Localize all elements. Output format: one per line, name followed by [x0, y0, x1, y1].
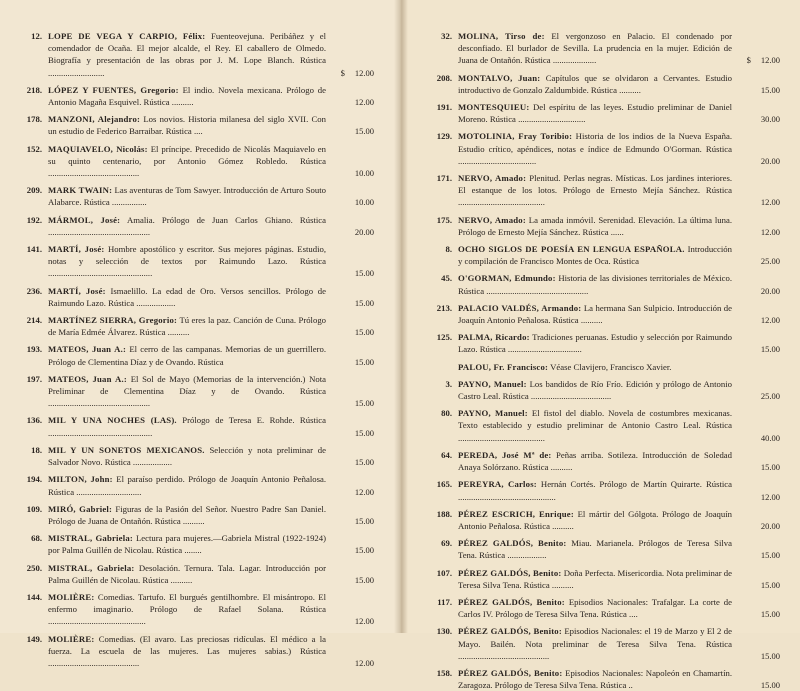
- entry-price: [732, 285, 780, 297]
- entry-author: MARK TWAIN:: [48, 185, 113, 196]
- entry-author: PÉREZ ESCRICH, Enrique:: [458, 508, 574, 519]
- entry-description: Desolación. Ternura. Tala. Lagar. Introducción por Palma Guillén de Nicolau. Rústica ..........: [48, 562, 326, 585]
- entry-number: 141.: [26, 244, 42, 255]
- entry-number: 117.: [437, 596, 452, 607]
- entry-number: 8.: [445, 244, 452, 255]
- entry-body: [48, 184, 326, 208]
- entry-number: 149.: [26, 633, 42, 644]
- entry-body: [48, 591, 326, 628]
- entry-author: MANZONI, Alejandro:: [48, 114, 141, 125]
- entry-description: El paraíso perdido. Prólogo de Joaquín Antonio Peñalosa. Rústica ..............................: [48, 474, 327, 497]
- price-value: 15.00: [760, 579, 780, 590]
- catalog-entry: [416, 130, 780, 167]
- entry-description: Tradiciones peruanas. Estudio y selección por Raimundo Lazo. Rústica ..................................: [458, 332, 733, 355]
- entry-number: 213.: [436, 302, 452, 313]
- entry-price: [326, 67, 374, 79]
- entry-number: 152.: [26, 143, 42, 154]
- entry-body: [458, 302, 732, 326]
- entry-price: [732, 679, 780, 691]
- entry-body: [458, 243, 732, 267]
- entry-body: [458, 172, 732, 209]
- catalog-entry: [6, 285, 374, 309]
- entry-price: [732, 155, 780, 167]
- entry-number: 191.: [436, 102, 452, 113]
- price-value: 20.00: [760, 520, 780, 531]
- entry-price: [732, 579, 780, 591]
- entry-body: [458, 214, 732, 238]
- entry-price: [326, 326, 374, 338]
- entry-description: El mártir del Gólgota. Prólogo de Joaquín Antonio Peñalosa. Rústica ..........: [458, 508, 732, 531]
- price-value: 10.00: [354, 168, 374, 179]
- entry-description: El indio. Novela mexicana. Prólogo de Antonio Magaña Esquivel. Rústica ..........: [48, 84, 327, 108]
- catalog-entry: [6, 243, 374, 280]
- entry-description: Historia de los indios de la Nueva España. Estudio crítico, apéndices, notas e índice de Edmundo O'Gorman. Rústica ....................................: [458, 131, 733, 166]
- price-value: 12.00: [354, 486, 374, 497]
- entry-description: El Sol de Mayo (Memorias de la intervención.) Nota Preliminar de Clementina Díaz y de Ovando. Rústica ...............................................: [48, 373, 326, 409]
- catalog-entry: [6, 633, 374, 670]
- entry-body: [458, 407, 732, 444]
- price-value: 25.00: [760, 391, 780, 402]
- price-value: 12.00: [760, 226, 780, 237]
- entry-number: 158.: [436, 667, 452, 678]
- catalog-entry: [416, 407, 780, 444]
- catalog-entry: [6, 503, 374, 527]
- entry-price: [326, 167, 374, 179]
- price-value: 20.00: [760, 155, 780, 166]
- entry-price: [326, 196, 374, 208]
- entry-body: [458, 378, 732, 402]
- entry-number: 64.: [441, 449, 452, 460]
- catalog-entry: [416, 302, 780, 326]
- entry-price: [732, 84, 780, 96]
- entry-author: PÉREZ GALDÓS, Benito:: [458, 538, 567, 549]
- entry-author: MOLIÈRE:: [48, 591, 95, 602]
- entry-price: [732, 461, 780, 473]
- entry-number: 250.: [26, 562, 42, 573]
- entry-body: [48, 503, 326, 527]
- entry-price: [732, 432, 780, 444]
- entry-body: [48, 633, 326, 670]
- catalog-entry: [416, 625, 780, 662]
- entry-price: [732, 255, 780, 267]
- entry-description: Hombre apostólico y escritor. Sus mejores páginas. Estudio, notas y selección de textos por Raimundo Lazo. Rústica ................................................: [48, 244, 327, 279]
- entry-description: Episodios Nacionales: Napoleón en Chamartín. Zaragoza. Prólogo de Teresa Silva Tena. Rústica ..: [458, 667, 732, 691]
- catalog-entry: [416, 537, 780, 561]
- price-value: 12.00: [760, 491, 780, 502]
- entry-author: OCHO SIGLOS DE POESÍA EN LENGUA ESPAÑOLA.: [458, 244, 685, 255]
- entry-author: LÓPEZ Y FUENTES, Gregorio:: [48, 84, 179, 95]
- entry-body: [48, 343, 326, 367]
- price-value: 15.00: [354, 515, 374, 526]
- entry-description: La hermana San Sulpicio. Introducción de Joaquín Antonio Peñalosa. Rústica ..........: [458, 302, 732, 326]
- entry-author: PÉREZ GALDÓS, Benito:: [458, 626, 562, 637]
- catalog-entry: [6, 184, 374, 208]
- entry-description: Hernán Cortés. Prólogo de Martín Quirarte. Rústica .............................................: [458, 479, 733, 502]
- entry-author: PÉREZ GALDÓS, Benito:: [458, 567, 562, 578]
- catalog-entry: [416, 508, 780, 532]
- entry-body: [458, 449, 732, 473]
- entry-author: PAYNO, Manuel:: [458, 378, 527, 389]
- entry-price: [326, 297, 374, 309]
- entry-number: 45.: [441, 273, 452, 284]
- entry-number: 171.: [436, 173, 452, 184]
- entry-author: MONTALVO, Juan:: [458, 72, 541, 83]
- entry-price: [326, 486, 374, 498]
- entry-description: Tú eres la paz. Canción de Cuna. Prólogo de María Edmée Álvarez. Rústica ..........: [48, 315, 327, 338]
- entry-author: NERVO, Amado:: [458, 173, 527, 184]
- entry-author: MISTRAL, Gabriela:: [48, 533, 133, 544]
- entry-author: MILTON, John:: [48, 474, 113, 485]
- catalog-entry: [416, 567, 780, 591]
- entry-price: [326, 515, 374, 527]
- catalog-entry: [6, 532, 374, 556]
- entry-description: Ismaelillo. La edad de Oro. Versos sencillos. Prólogo de Raimundo Lazo. Rústica ..................: [48, 285, 326, 308]
- entry-number: 69.: [441, 538, 452, 549]
- entry-author: PALOU, Fr. Francisco:: [458, 361, 549, 372]
- entry-number: 175.: [436, 214, 452, 225]
- catalog-entry: [416, 361, 780, 373]
- entry-price: [326, 657, 374, 669]
- entry-number: 12.: [31, 31, 42, 41]
- entry-number: 125.: [436, 332, 452, 343]
- price-value: 12.00: [354, 97, 374, 108]
- entry-number: 129.: [436, 131, 452, 142]
- entry-description: Comedias. Tartufo. El burgués gentilhombre. El misántropo. El enfermo imaginario. Prólogo de Rafael Solana. Rústica .............................................: [48, 591, 326, 627]
- price-value: 15.00: [760, 344, 780, 355]
- entry-author: MIL Y UN SONETOS MEXICANOS.: [48, 444, 205, 455]
- entry-body: [48, 143, 326, 180]
- entry-price: [326, 397, 374, 409]
- entry-number: 192.: [26, 214, 42, 225]
- price-value: 12.00: [760, 197, 780, 208]
- entry-author: PEREDA, José Mª de:: [458, 449, 552, 460]
- entry-price: [326, 615, 374, 627]
- entry-author: MAQUIAVELO, Nicolás:: [48, 143, 148, 154]
- price-value: 40.00: [760, 432, 780, 443]
- entry-description: Plenitud. Perlas negras. Místicas. Los jardines interiores. El estanque de los lotos. Prólogo de Ernesto Mejía Sánchez. Rústica ........................................: [458, 173, 733, 208]
- price-value: 25.00: [760, 256, 780, 267]
- price-value: 12.00: [760, 315, 780, 326]
- entry-author: PAYNO, Manuel:: [458, 408, 528, 419]
- entry-price: [732, 491, 780, 503]
- entry-body: [458, 478, 732, 502]
- entry-number: 136.: [26, 415, 42, 426]
- entry-price: [732, 314, 780, 326]
- left-page: [0, 0, 400, 668]
- entry-body: [458, 272, 732, 296]
- entry-number: 165.: [436, 479, 452, 490]
- entry-author: MIL Y UNA NOCHES (LAS).: [48, 415, 177, 426]
- entry-description: Las aventuras de Tom Sawyer. Introducción de Arturo Souto Alabarce. Rústica ................: [48, 185, 327, 208]
- entry-author: O'GORMAN, Edmundo:: [458, 273, 556, 284]
- entry-author: MOLINA, Tirso de:: [458, 31, 545, 41]
- price-value: 15.00: [760, 680, 780, 691]
- entry-price: [732, 113, 780, 125]
- catalog-entry: [416, 72, 780, 96]
- entry-number: 194.: [26, 474, 42, 485]
- entry-description: Prólogo de Teresa E. Rohde. Rústica ................................................: [48, 415, 326, 438]
- catalog-entry: [6, 414, 374, 438]
- entry-author: MÁRMOL, José:: [48, 214, 121, 225]
- entry-price: [732, 226, 780, 238]
- entry-author: PALMA, Ricardo:: [458, 332, 530, 343]
- entry-body: [48, 444, 326, 468]
- price-value: 15.00: [354, 268, 374, 279]
- entry-body: [458, 30, 732, 67]
- price-value: 15.00: [354, 356, 374, 367]
- entry-price: [326, 226, 374, 238]
- catalog-entry: [416, 449, 780, 473]
- entry-price: [732, 650, 780, 662]
- entry-description: La amada inmóvil. Serenidad. Elevación. La última luna. Prólogo de Ernesto Mejía Sánchez. Rústica ......: [458, 214, 733, 237]
- entry-author: MISTRAL, Gabriela:: [48, 562, 135, 573]
- catalog-entry: [6, 373, 374, 410]
- entry-body: [458, 101, 732, 125]
- entry-description: Comedias. (El avaro. Las preciosas ridículas. El médico a la fuerza. La escuela de las mujeres. Las mujeres sabias.) Rústica ..........................................: [48, 633, 326, 668]
- price-value: 15.00: [760, 462, 780, 473]
- entry-body: [458, 130, 732, 167]
- entry-description: Fuenteovejuna. Peribáñez y el comendador de Ocaña. El mejor alcalde, el Rey. El caballero de Olmedo. Biografía y presentación de las obras por J. M. Lope Blanch. Rústica ..........................: [48, 31, 327, 78]
- entry-body: [458, 331, 732, 355]
- entry-author: PÉREZ GALDÓS, Benito:: [458, 667, 563, 678]
- entry-body: [48, 414, 326, 438]
- entry-number: 236.: [26, 285, 42, 296]
- entry-author: PÉREZ GALDÓS, Benito:: [458, 596, 565, 607]
- entry-description: El príncipe. Precedido de Nicolás Maquiavelo en su quinto centenario, por Antonio Gómez Robledo. Rústica ..........................................: [48, 143, 327, 179]
- entry-number: 197.: [26, 373, 42, 384]
- entry-body: [48, 562, 326, 586]
- entry-description: Capítulos que se olvidaron a Cervantes. Estudio introductivo de Gonzalo Zaldumbide. Rústica ..........: [458, 72, 732, 95]
- entry-price: [732, 520, 780, 532]
- entry-price: [732, 549, 780, 561]
- entry-price: [732, 54, 780, 66]
- catalog-entry: [6, 113, 374, 137]
- price-value: 15.00: [354, 297, 374, 308]
- catalog-entry: [416, 101, 780, 125]
- entry-author: NERVO, Amado:: [458, 214, 526, 225]
- entry-price: [326, 96, 374, 108]
- entry-description: El fistol del diablo. Novela de costumbres mexicanas. Texto establecido y estudio preliminar de Antonio Castro Leal. Rústica ........................................: [458, 408, 732, 443]
- entry-number: 218.: [26, 84, 42, 95]
- entry-description: Lectura para mujeres.—Gabriela Mistral (1922-1924) por Palma Guillén de Nicolau. Rústica ........: [48, 533, 327, 556]
- price-value: 12.00: [354, 616, 374, 627]
- price-value: 15.00: [760, 84, 780, 95]
- catalog-entry: [6, 444, 374, 468]
- price-value: 12.00: [760, 55, 780, 66]
- price-value: 15.00: [354, 327, 374, 338]
- catalog-entry: [6, 314, 374, 338]
- price-value: 20.00: [760, 285, 780, 296]
- page-fold: [394, 0, 408, 633]
- currency-symbol: $: [746, 55, 751, 66]
- entry-price: [326, 544, 374, 556]
- entry-price: [732, 608, 780, 620]
- entry-body: [458, 72, 732, 96]
- entry-author: MIRÓ, Gabriel:: [48, 503, 113, 514]
- entry-price: [732, 196, 780, 208]
- entry-author: MATEOS, Juan A.:: [48, 373, 127, 384]
- entry-price: [732, 343, 780, 355]
- price-value: 12.00: [354, 67, 374, 78]
- entry-body: [458, 596, 732, 620]
- entry-body: [48, 373, 326, 410]
- entry-number: 214.: [26, 315, 42, 326]
- entry-author: PALACIO VALDÉS, Armando:: [458, 302, 582, 313]
- entry-number: 68.: [31, 533, 42, 544]
- price-value: 15.00: [354, 574, 374, 585]
- entry-description: El cerro de las campanas. Memorias de un guerrillero. Prólogo de Clementina Díaz y de Ovando. Rústica: [48, 344, 327, 367]
- entry-number: 32.: [441, 31, 452, 41]
- entry-body: [48, 30, 326, 79]
- entry-body: [48, 285, 326, 309]
- entry-description: Miau. Marianela. Prólogos de Teresa Silva Tena. Rústica ..................: [458, 538, 732, 561]
- catalog-entry: [416, 243, 780, 267]
- catalog-entry: [6, 343, 374, 367]
- entry-author: MONTESQUIEU:: [458, 102, 530, 113]
- entry-description: Episodios Nacionales: Trafalgar. La corte de Carlos IV. Prólogo de Teresa Silva Tena. Rústica ....: [458, 596, 733, 620]
- entry-body: [458, 537, 732, 561]
- entry-number: 209.: [26, 185, 42, 196]
- right-page: [400, 0, 800, 691]
- catalog-entry: [6, 84, 374, 108]
- price-value: 20.00: [354, 226, 374, 237]
- catalog-entry: [416, 378, 780, 402]
- entry-price: [732, 390, 780, 402]
- entry-body: [48, 214, 326, 238]
- price-value: 12.00: [354, 657, 374, 668]
- price-value: 15.00: [760, 650, 780, 661]
- catalog-entry: [416, 272, 780, 296]
- entry-description: Véase Clavijero, Francisco Xavier.: [550, 361, 672, 372]
- entry-number: 130.: [436, 626, 452, 637]
- price-value: 15.00: [354, 427, 374, 438]
- catalog-entry: [416, 667, 780, 691]
- price-value: 30.00: [760, 114, 780, 125]
- entry-price: [326, 125, 374, 137]
- entry-body: [458, 567, 732, 591]
- entry-number: 193.: [26, 344, 42, 355]
- entry-description: Historia de las divisiones territoriales de México. Rústica ...............................................: [458, 273, 733, 296]
- currency-symbol: $: [340, 67, 345, 78]
- entry-author: MARTÍ, José:: [48, 285, 106, 296]
- entry-description: Selección y nota preliminar de Salvador Novo. Rústica ..................: [48, 444, 326, 468]
- entry-number: 18.: [31, 444, 42, 455]
- price-value: 15.00: [354, 457, 374, 468]
- entry-author: MARTÍNEZ SIERRA, Gregorio:: [48, 315, 178, 326]
- entry-description: Los novios. Historia milanesa del siglo XVII. Con un estudio de Federico Barraibar. Rústica ....: [48, 114, 326, 137]
- catalog-entry: [416, 331, 780, 355]
- entry-body: [458, 508, 732, 532]
- entry-number: 80.: [441, 408, 452, 419]
- entry-description: Del espíritu de las leyes. Estudio preliminar de Daniel Moreno. Rústica ...............................: [458, 102, 733, 125]
- price-value: 15.00: [354, 398, 374, 409]
- entry-number: 144.: [26, 591, 42, 602]
- catalog-entry: [416, 214, 780, 238]
- price-value: 10.00: [354, 197, 374, 208]
- entry-body: [458, 667, 732, 691]
- entry-author: LOPE DE VEGA Y CARPIO, Félix:: [48, 31, 206, 41]
- catalog-entry: [416, 30, 780, 67]
- entry-number: 109.: [26, 503, 42, 514]
- entry-number: 178.: [26, 114, 42, 125]
- entry-description: Introducción y compilación de Francisco Montes de Oca. Rústica: [458, 244, 732, 267]
- entry-number: 3.: [445, 378, 452, 389]
- entry-price: [326, 267, 374, 279]
- price-value: 15.00: [760, 550, 780, 561]
- entry-description: Episodios Nacionales: el 19 de Marzo y El 2 de Mayo. Bailén. Nota preliminar de Teresa Silva Tena. Rústica ..........................................: [458, 626, 732, 661]
- entry-body: [48, 113, 326, 137]
- entry-number: 188.: [436, 508, 452, 519]
- entry-description: Amalia. Prólogo de Juan Carlos Ghiano. Rústica ...............................................: [48, 214, 326, 237]
- entry-description: Figuras de la Pasión del Señor. Nuestro Padre San Daniel. Prólogo de Juana de Ontañón. Rústica ..........: [48, 503, 327, 526]
- entry-price: [326, 456, 374, 468]
- price-value: 15.00: [354, 126, 374, 137]
- entry-body: [458, 625, 732, 662]
- entry-author: PEREYRA, Carlos:: [458, 479, 537, 490]
- catalog-entry: [6, 473, 374, 497]
- catalog-entry: [6, 30, 374, 79]
- price-value: 15.00: [354, 545, 374, 556]
- entry-number: 107.: [436, 567, 452, 578]
- entry-price: [326, 574, 374, 586]
- entry-description: Peñas arriba. Sotileza. Introducción de Soledad Anaya Solórzano. Rústica ..........: [458, 449, 733, 473]
- catalog-entry: [6, 214, 374, 238]
- entry-author: MARTÍ, José:: [48, 244, 105, 255]
- catalog-entry: [416, 172, 780, 209]
- catalog-entry: [416, 596, 780, 620]
- entry-body: [48, 314, 326, 338]
- entry-body: [48, 243, 326, 280]
- price-value: 15.00: [760, 609, 780, 620]
- entry-body: [48, 84, 326, 108]
- catalog-entry: [6, 562, 374, 586]
- entry-body: [48, 532, 326, 556]
- entry-number: [416, 361, 458, 373]
- entry-body: [48, 473, 326, 497]
- catalog-entry: [6, 591, 374, 628]
- entry-description: El vergonzoso en Palacio. El condenado por desconfiado. El burlador de Sevilla. La prudencia en la mujer. Edición de Juana de Ontañón. Rústica ....................: [458, 31, 732, 66]
- catalog-entry: [416, 478, 780, 502]
- catalog-entry: [6, 143, 374, 180]
- entry-description: Doña Perfecta. Misericordia. Nota preliminar de Teresa Silva Tena. Rústica ..........: [458, 567, 732, 590]
- entry-author: MOLIÈRE:: [48, 633, 95, 644]
- entry-price: [326, 427, 374, 439]
- entry-body: [458, 361, 732, 373]
- entry-description: Los bandidos de Río Frío. Edición y prólogo de Antonio Castro Leal. Rústica .....................................: [458, 378, 732, 402]
- entry-author: MATEOS, Juan A.:: [48, 344, 127, 355]
- entry-author: MOTOLINIA, Fray Toribio:: [458, 131, 573, 142]
- entry-number: 208.: [436, 72, 452, 83]
- entry-price: [326, 356, 374, 368]
